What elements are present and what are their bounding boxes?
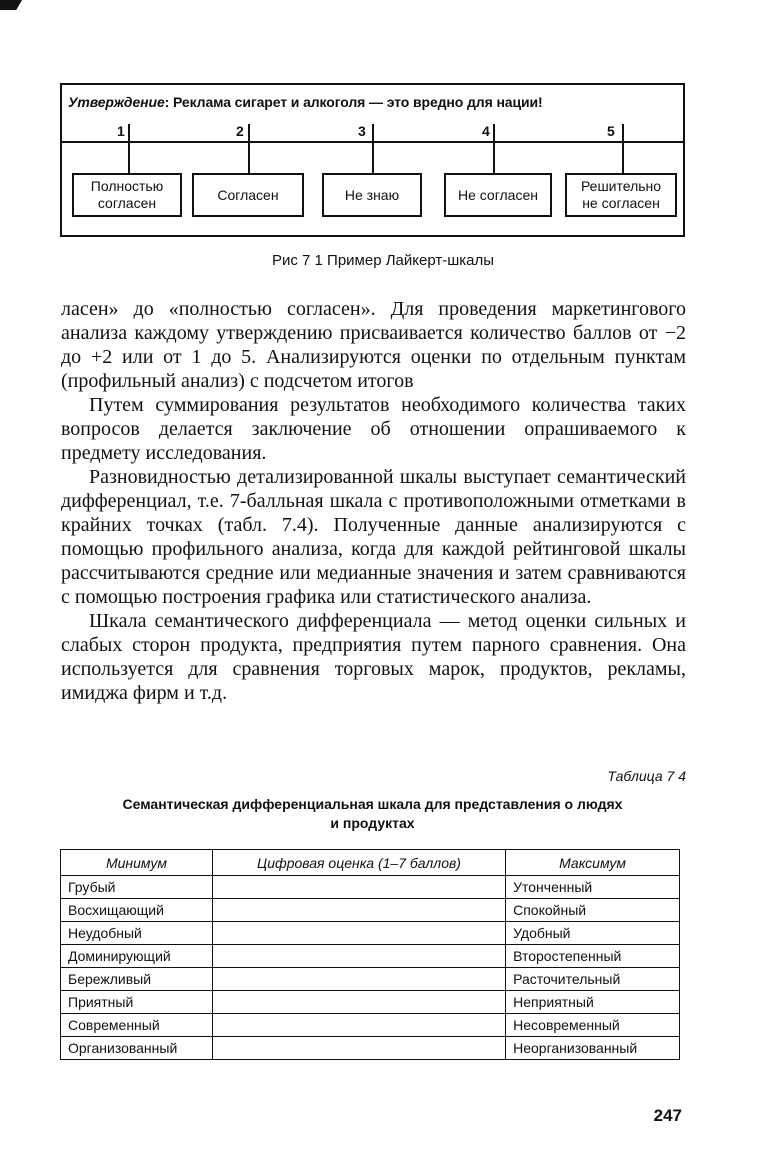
cell-max: Неприятный [506, 991, 680, 1014]
header-minimum: Минимум [61, 850, 213, 876]
option-agree: Согласен [192, 173, 304, 217]
scale-tick-2 [248, 124, 250, 173]
semantic-differential-table [60, 849, 680, 1060]
cell-min: Современный [61, 1014, 213, 1037]
table-row [61, 1014, 680, 1037]
table-title-line: и продуктах [330, 815, 415, 831]
table-label: Таблица 7 4 [607, 768, 686, 784]
cell-score [212, 876, 505, 899]
body-text [61, 297, 686, 705]
cell-min: Восхищающий [61, 899, 213, 922]
likert-figure [60, 83, 685, 237]
cell-score [212, 1014, 505, 1037]
cell-score [212, 968, 505, 991]
figure-caption: Рис 7 1 Пример Лайкерт-шкалы [271, 252, 495, 269]
scale-number-3: 3 [358, 123, 366, 139]
cell-max: Неорганизованный [506, 1037, 680, 1060]
cell-max: Спокойный [506, 899, 680, 922]
cell-score [212, 899, 505, 922]
cell-min: Организованный [61, 1037, 213, 1060]
scale-number-5: 5 [607, 123, 615, 139]
cell-score [212, 991, 505, 1014]
cell-min: Бережливый [61, 968, 213, 991]
scale-number-1: 1 [117, 123, 125, 139]
paragraph: ласен» до «полностью согласен». Для проведения маркетингового анализа каждому утверждению присваивается количество баллов от −2 до +2 или от 1 до 5. Анализируются оценки по отдельным пунктам (профильный анализ) с подсчетом итогов [61, 298, 686, 392]
cell-min: Грубый [61, 876, 213, 899]
table-title [60, 795, 685, 833]
option-dont-know: Не знаю [322, 173, 422, 217]
cell-min: Неудобный [61, 922, 213, 945]
header-score: Цифровая оценка (1–7 баллов) [212, 850, 505, 876]
cell-min: Доминирующий [61, 945, 213, 968]
scale-number-4: 4 [482, 123, 490, 139]
table-header-row [61, 850, 680, 876]
statement-lead: Утверждение [68, 94, 165, 110]
cell-max: Второстепенный [506, 945, 680, 968]
option-strongly-agree: Полностью согласен [72, 173, 182, 217]
page-number: 247 [653, 1106, 682, 1125]
cell-max: Несовременный [506, 1014, 680, 1037]
scale-tick-4 [493, 124, 495, 173]
table-row [61, 991, 680, 1014]
table-row [61, 968, 680, 991]
cell-max: Утонченный [506, 876, 680, 899]
cell-score [212, 1037, 505, 1060]
cell-max: Удобный [506, 922, 680, 945]
scale-tick-1 [128, 124, 130, 173]
paragraph: Шкала семантического дифференциала — метод оценки сильных и слабых сторон продукта, предприятия путем парного сравнения. Она используется для сравнения торговых марок, продуктов, рекламы, имиджа фирм и т.д. [61, 610, 686, 704]
table-row [61, 899, 680, 922]
table-title-line: Семантическая дифференциальная шкала для представления о людях [122, 796, 623, 812]
table-row [61, 945, 680, 968]
cell-min: Приятный [61, 991, 213, 1014]
statement-rest: : Реклама сигарет и алкоголя — это вредно для нации! [164, 94, 543, 110]
paragraph: Разновидностью детализированной шкалы выступает семантический дифференциал, т.е. 7-балльная шкала с противоположными отметками в крайних точках (табл. 7.4). Полученные данные анализируются с помощью профильного анализа, когда для каждой рейтинговой шкалы рассчитываются средние или медианные значения и затем сравниваются с помощью построения графика или статистического анализа. [61, 466, 686, 608]
option-strongly-disagree: Решительно не согласен [565, 173, 677, 217]
header-maximum: Максимум [506, 850, 680, 876]
cell-max: Расточительный [506, 968, 680, 991]
option-disagree: Не согласен [444, 173, 552, 217]
table-row [61, 922, 680, 945]
table-row [61, 876, 680, 899]
scale-tick-3 [372, 124, 374, 173]
paragraph: Путем суммирования результатов необходимого количества таких вопросов делается заключение об отношении опрашиваемого к предмету исследования. [61, 394, 686, 464]
cell-score [212, 922, 505, 945]
corner-mark [0, 0, 22, 10]
statement-text [68, 94, 543, 110]
cell-score [212, 945, 505, 968]
scale-tick-5 [622, 124, 624, 173]
table-row [61, 1037, 680, 1060]
scale-number-2: 2 [236, 123, 244, 139]
